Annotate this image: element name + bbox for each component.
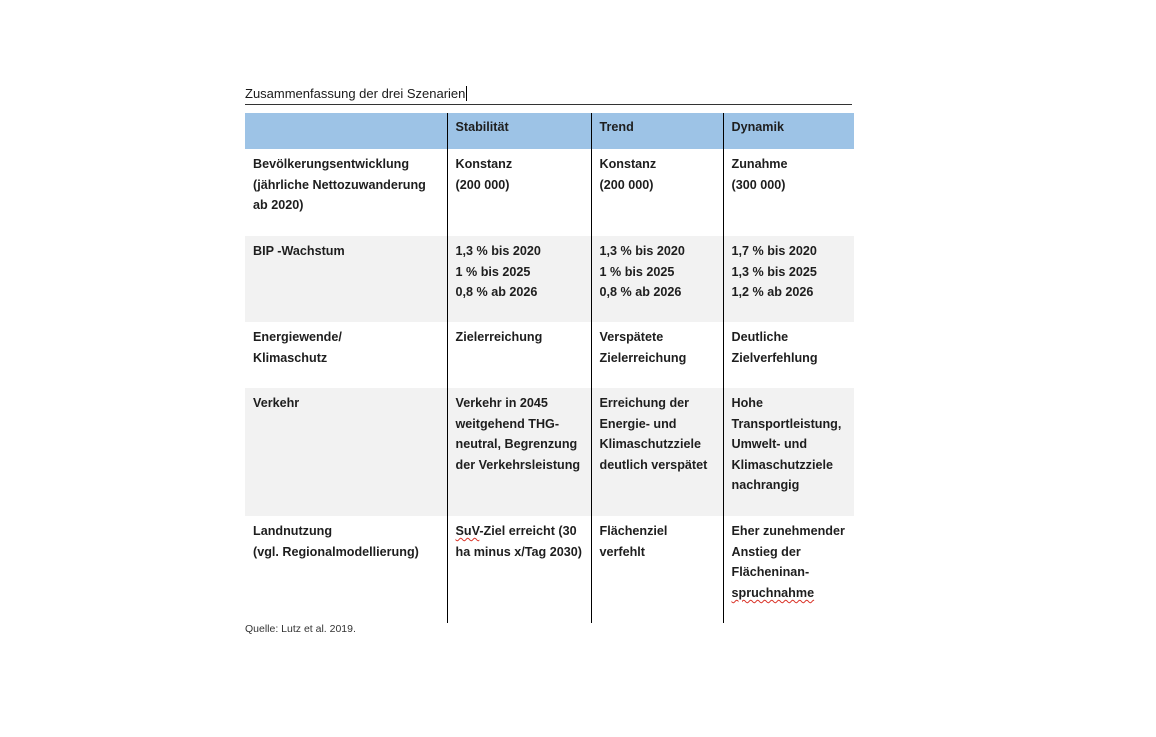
cell-line: 0,8 % ab 2026 xyxy=(599,285,682,300)
cell-line: Zielerreichung xyxy=(599,350,687,365)
cell-line: Konstanz xyxy=(455,157,513,171)
row-label[interactable] xyxy=(245,149,447,236)
cell-stabilitaet[interactable] xyxy=(447,322,591,388)
cell-trend[interactable] xyxy=(591,388,723,516)
header-cell-empty[interactable] xyxy=(245,113,447,149)
cell-dynamik[interactable] xyxy=(723,516,854,623)
cell-line: Energie- und xyxy=(599,416,677,431)
table-row-bip xyxy=(245,236,854,322)
cell-line: Zunahme xyxy=(731,157,788,171)
text-cursor xyxy=(466,86,467,101)
cell-line: Konstanz xyxy=(599,157,657,171)
cell-trend[interactable] xyxy=(591,149,723,236)
cell-line: 0,8 % ab 2026 xyxy=(455,285,538,300)
cell-line: 1,3 % bis 2020 xyxy=(455,244,541,258)
spellcheck-flag: spruchnahme xyxy=(731,585,815,600)
cell-line: SuV-Ziel erreicht (30 xyxy=(455,524,577,538)
cell-line: 1,2 % ab 2026 xyxy=(731,285,814,300)
cell-line: Flächenziel xyxy=(599,524,668,538)
cell-line: 1,3 % bis 2025 xyxy=(731,264,817,279)
cell-line: Klimaschutzziele xyxy=(731,457,833,472)
cell-line: Landnutzung xyxy=(253,524,333,538)
cell-line: Anstieg der xyxy=(731,544,801,559)
cell-line: Verspätete xyxy=(599,330,664,344)
cell-line: (jährliche Nettozuwanderung xyxy=(253,177,426,192)
header-trend[interactable]: Trend xyxy=(591,113,723,149)
cell-line: Klimaschutz xyxy=(253,350,328,365)
row-label[interactable] xyxy=(245,388,447,516)
cell-line: Erreichung der xyxy=(599,396,690,410)
cell-line: 1 % bis 2025 xyxy=(599,264,675,279)
row-label[interactable] xyxy=(245,516,447,623)
cell-line: 1 % bis 2025 xyxy=(455,264,531,279)
cell-dynamik[interactable] xyxy=(723,322,854,388)
table-header-row xyxy=(245,113,854,149)
cell-line: ha minus x/Tag 2030) xyxy=(455,544,582,559)
cell-line: Deutliche xyxy=(731,330,789,344)
cell-line: 1,3 % bis 2020 xyxy=(599,244,685,258)
cell-line: Eher zunehmender xyxy=(731,524,845,538)
cell-line: weitgehend THG- xyxy=(455,416,560,431)
cell-stabilitaet[interactable] xyxy=(447,516,591,623)
cell-trend[interactable] xyxy=(591,322,723,388)
cell-stabilitaet[interactable] xyxy=(447,236,591,322)
cell-line: Umwelt- und xyxy=(731,437,808,452)
cell-line: nachrangig xyxy=(731,478,800,493)
row-label[interactable] xyxy=(245,322,447,388)
cell-line: Hohe xyxy=(731,396,763,410)
cell-line: (vgl. Regionalmodellierung) xyxy=(253,544,419,559)
cell-line: Zielerreichung xyxy=(455,330,543,344)
spellcheck-flag: SuV xyxy=(455,524,480,538)
cell-stabilitaet[interactable] xyxy=(447,149,591,236)
cell-line: der Verkehrsleistung xyxy=(455,457,581,472)
cell-line: deutlich verspätet xyxy=(599,457,708,472)
table-row-bevoelkerung xyxy=(245,149,854,236)
cell-line: 1,7 % bis 2020 xyxy=(731,244,817,258)
source-note: Quelle: Lutz et al. 2019. xyxy=(245,623,356,635)
cell-line: (200 000) xyxy=(455,177,510,192)
cell-line: (300 000) xyxy=(731,177,786,192)
header-dynamik[interactable]: Dynamik xyxy=(723,113,854,149)
cell-line: Energiewende/ xyxy=(253,330,342,344)
cell-line: Flächeninan- xyxy=(731,565,810,580)
cell-line: Bevölkerungsentwicklung xyxy=(253,157,410,171)
cell-line: Zielverfehlung xyxy=(731,350,818,365)
document-title[interactable] xyxy=(245,86,852,105)
header-stabilitaet[interactable]: Stabilität xyxy=(447,113,591,149)
cell-line: BIP -Wachstum xyxy=(253,244,345,258)
row-label[interactable] xyxy=(245,236,447,322)
table-row-verkehr xyxy=(245,388,854,516)
cell-line: Verkehr xyxy=(253,396,300,410)
table-row-energiewende xyxy=(245,322,854,388)
cell-dynamik[interactable] xyxy=(723,388,854,516)
title-text: Zusammenfassung der drei Szenarien xyxy=(245,86,466,101)
cell-trend[interactable] xyxy=(591,236,723,322)
cell-line: Klimaschutzziele xyxy=(599,437,701,452)
cell-dynamik[interactable] xyxy=(723,149,854,236)
cell-trend[interactable] xyxy=(591,516,723,623)
cell-line: neutral, Begrenzung xyxy=(455,437,578,452)
cell-line: Transportleistung, xyxy=(731,416,842,431)
cell-dynamik[interactable] xyxy=(723,236,854,322)
cell-line: ab 2020) xyxy=(253,198,304,213)
cell-line: (200 000) xyxy=(599,177,654,192)
cell-line: verfehlt xyxy=(599,544,645,559)
cell-line: Verkehr in 2045 xyxy=(455,396,548,410)
cell-stabilitaet[interactable] xyxy=(447,388,591,516)
scenario-table xyxy=(245,113,854,623)
table-row-landnutzung xyxy=(245,516,854,623)
